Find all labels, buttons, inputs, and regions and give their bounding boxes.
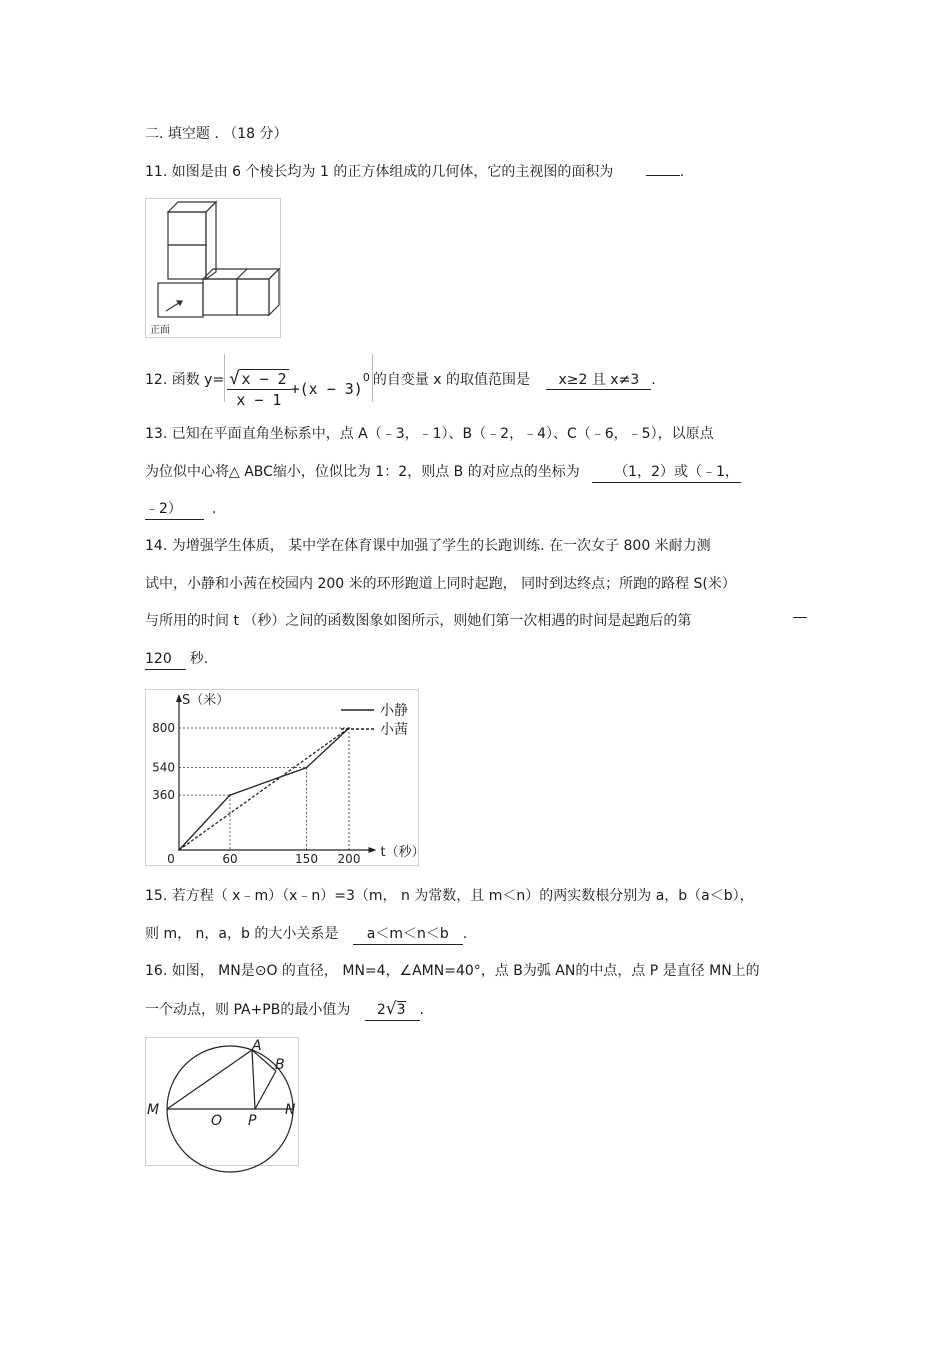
question-14-line-3 xyxy=(145,611,691,631)
x-axis-label: t（秒） xyxy=(380,845,425,860)
label-b: B xyxy=(275,1057,285,1073)
x-tick-label: 60 xyxy=(222,852,238,866)
question-15-line-1: 15. 若方程（ x﹣m）（x﹣n）=3（m， n 为常数，且 m＜n）的两实数根分别为 a，b（a＜b）， xyxy=(145,888,754,904)
x-tick-label: 150 xyxy=(295,852,318,866)
question-12-answer: x≥2 且 x≠3 xyxy=(546,371,651,390)
question-12-end: . xyxy=(651,372,656,388)
question-14-answer: 120 xyxy=(145,649,186,670)
x-tick-label: 0 xyxy=(167,852,175,866)
legend-label-2: 小茜 xyxy=(380,722,408,738)
question-13-answer-part-1: （1，2）或（﹣1， xyxy=(592,462,741,483)
question-14-line-3-text: 与所用的时间 t （秒）之间的函数图象如图所示，则她们第一次相遇的时间是起跑后的第 xyxy=(145,613,692,629)
question-14-line-4 xyxy=(145,649,208,670)
label-o: O xyxy=(211,1113,223,1129)
cubes-figure xyxy=(145,198,281,338)
question-11-answer-blank xyxy=(646,175,680,176)
question-14-line-1: 14. 为增强学生体质， 某中学在体育课中加强了学生的长跑训练. 在一次女子 800 米耐力测 xyxy=(145,538,711,554)
question-14-blank-tail xyxy=(793,617,807,618)
formula-exponent: 0 xyxy=(362,371,370,384)
series-2-point xyxy=(178,849,180,851)
question-16-line-1: 16. 如图， MN是⊙O 的直径， MN=4，∠AMN=40°，点 B为弧 AN的中点，点 P 是直径 MN上的 xyxy=(145,963,760,979)
question-11-end: . xyxy=(679,164,685,180)
formula-numerator: x − 2 xyxy=(241,369,287,388)
label-m: M xyxy=(147,1102,160,1118)
series-1-point xyxy=(229,794,231,796)
question-15-end: . xyxy=(462,926,468,942)
legend-label-1: 小静 xyxy=(380,703,408,719)
formula-denominator: x − 1 xyxy=(236,390,282,409)
series-line-2 xyxy=(179,728,349,850)
y-tick-label: 360 xyxy=(152,788,175,803)
answer-radicand: 3 xyxy=(396,1002,406,1018)
circle-drawing xyxy=(146,1038,298,1165)
question-13-line-3 xyxy=(145,499,216,520)
cubes-drawing xyxy=(146,199,280,337)
question-12-suffix: 的自变量 x 的取值范围是 xyxy=(372,372,531,388)
question-15-line-2 xyxy=(145,924,467,945)
front-label: 正面 xyxy=(150,325,170,336)
question-13-line-2-text: 为位似中心将△ ABC缩小，位似比为 1：2，则点 B 的对应点的坐标为 xyxy=(145,464,580,480)
y-axis-label: S（米） xyxy=(182,693,230,708)
question-13-line-2 xyxy=(145,462,741,483)
fraction: $\frac{√ x - 2}{x - 1}$ xyxy=(227,369,290,410)
question-16-line-2 xyxy=(145,999,424,1021)
distance-time-chart xyxy=(145,689,425,866)
question-15-line-2-text: 则 m， n，a，b 的大小关系是 xyxy=(145,926,339,942)
x-axis-arrow xyxy=(369,847,377,853)
circle-figure xyxy=(145,1037,299,1166)
question-16-end: . xyxy=(419,1002,424,1018)
function-formula xyxy=(224,354,373,409)
question-12-prefix: 12. 函数 y= xyxy=(145,372,225,388)
question-14-end: 秒. xyxy=(189,651,209,667)
question-13-end: . xyxy=(211,501,217,517)
y-tick-label: 800 xyxy=(152,721,175,735)
label-p: P xyxy=(248,1113,257,1129)
question-11 xyxy=(145,162,684,182)
answer-coefficient: 2 xyxy=(376,1002,386,1018)
question-14-line-2: 试中，小静和小茜在校园内 200 米的环形跑道上同时起跑， 同时到达终点；所跑的路程 S(米） xyxy=(145,576,736,592)
label-a: A xyxy=(252,1038,262,1054)
question-11-text: 11. 如图是由 6 个棱长均为 1 的正方体组成的几何体，它的主视图的面积为 xyxy=(145,164,614,180)
question-13-answer-part-2: ﹣2） xyxy=(145,499,204,520)
question-13-line-1: 13. 已知在平面直角坐标系中，点 A（﹣3，﹣1）、B（﹣2，﹣4）、C（﹣6，﹣5），以原点 xyxy=(145,426,714,442)
formula-tail: +(x − 3) xyxy=(290,380,363,398)
y-tick-label: 540 xyxy=(152,760,175,775)
section-title: 二. 填空题 . （18 分） xyxy=(145,126,288,142)
question-15-answer: a＜m＜n＜b xyxy=(353,924,463,945)
chart-svg xyxy=(146,690,425,866)
label-n: N xyxy=(285,1102,296,1118)
question-12 xyxy=(145,356,656,409)
series-1-point xyxy=(306,767,308,769)
x-tick-label: 200 xyxy=(337,852,361,866)
question-16-line-2-text: 一个动点，则 PA+PB的最小值为 xyxy=(145,1002,351,1018)
question-16-answer: 2√3 xyxy=(365,999,420,1021)
